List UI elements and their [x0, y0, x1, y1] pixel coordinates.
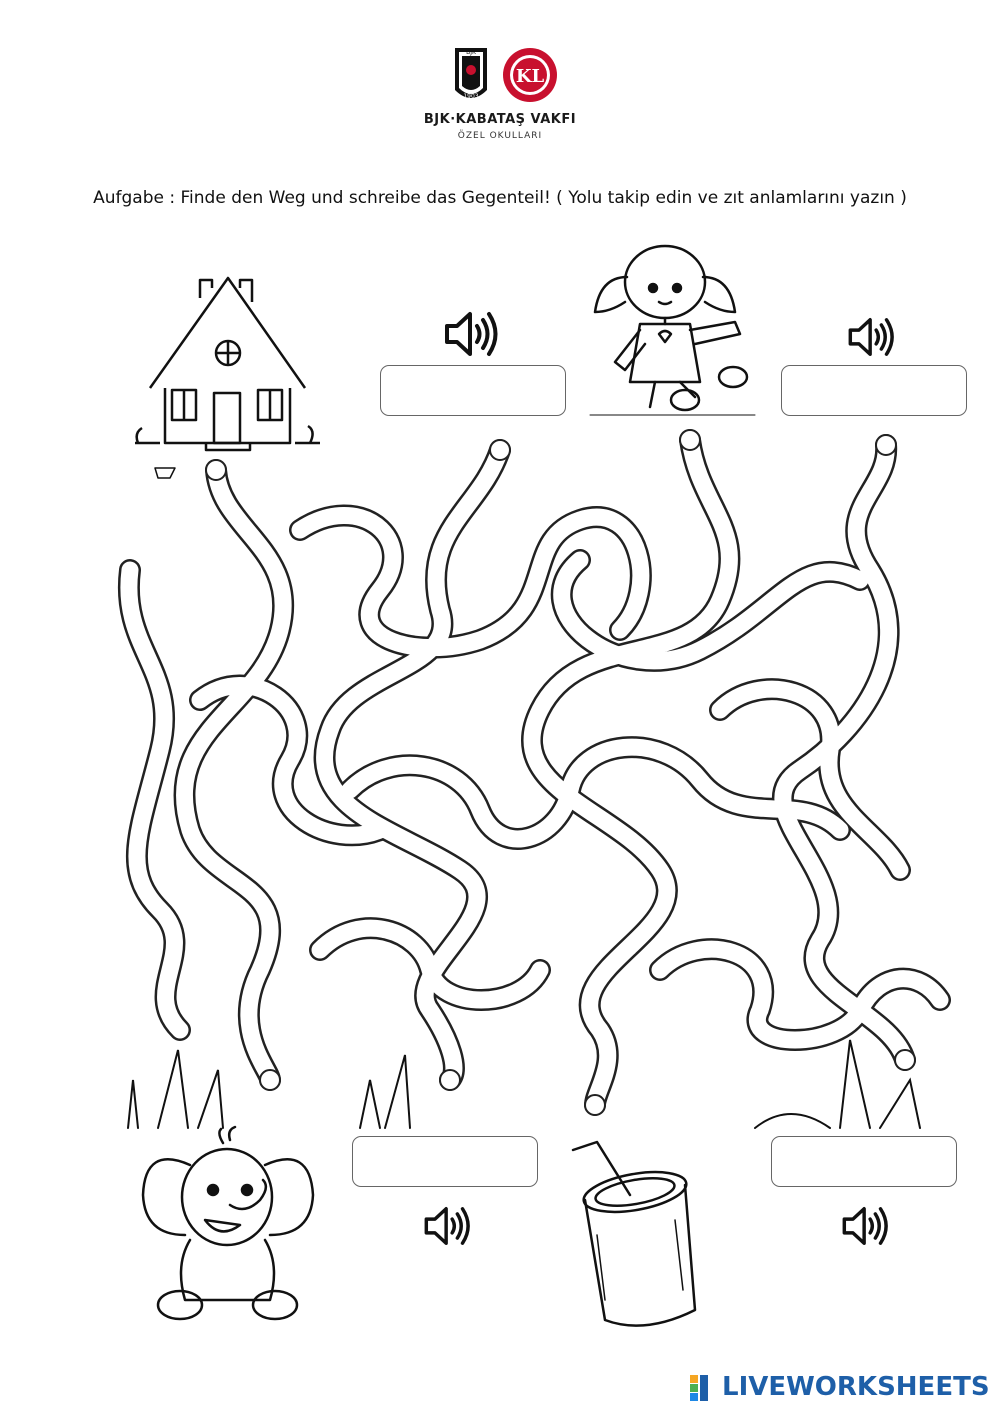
doll-icon — [585, 232, 760, 417]
bjk-crest-icon — [455, 48, 487, 100]
speaker-icon[interactable] — [846, 314, 896, 360]
liveworksheets-logo — [690, 1371, 990, 1405]
svg-text:1903: 1903 — [463, 93, 479, 100]
answer-input-doll[interactable] — [781, 365, 967, 416]
svg-text:BJK: BJK — [466, 49, 476, 56]
answer-input-can[interactable] — [771, 1136, 957, 1187]
school-name: BJK·KABATAŞ VAKFI — [423, 112, 577, 127]
maze — [100, 410, 960, 1130]
maze-path-outline — [660, 949, 940, 1040]
school-subtitle: ÖZEL OKULLARI — [457, 131, 543, 141]
task-instruction: Aufgabe : Finde den Weg und schreibe das Gegenteil! ( Yolu takip edin ve zıt anlamlarını yazın ) — [93, 188, 907, 208]
maze-path — [184, 470, 283, 1080]
soda-can-icon — [565, 1140, 715, 1335]
grass-icon — [350, 1050, 430, 1130]
maze-path — [783, 445, 905, 1060]
speaker-icon[interactable] — [840, 1203, 890, 1249]
speaker-icon[interactable] — [442, 308, 500, 360]
footer-brand-text: LIVEWORKSHEETS — [722, 1372, 990, 1402]
speaker-icon[interactable] — [422, 1203, 472, 1249]
grass-icon — [750, 1030, 950, 1130]
maze-path — [660, 949, 940, 1040]
answer-input-elephant[interactable] — [352, 1136, 538, 1187]
elephant-icon — [135, 1125, 320, 1325]
maze-path-outline — [783, 445, 905, 1060]
grass-icon — [118, 1040, 248, 1130]
answer-input-house[interactable] — [380, 365, 566, 416]
kl-emblem-icon — [503, 48, 557, 102]
svg-text:KL: KL — [515, 66, 545, 87]
